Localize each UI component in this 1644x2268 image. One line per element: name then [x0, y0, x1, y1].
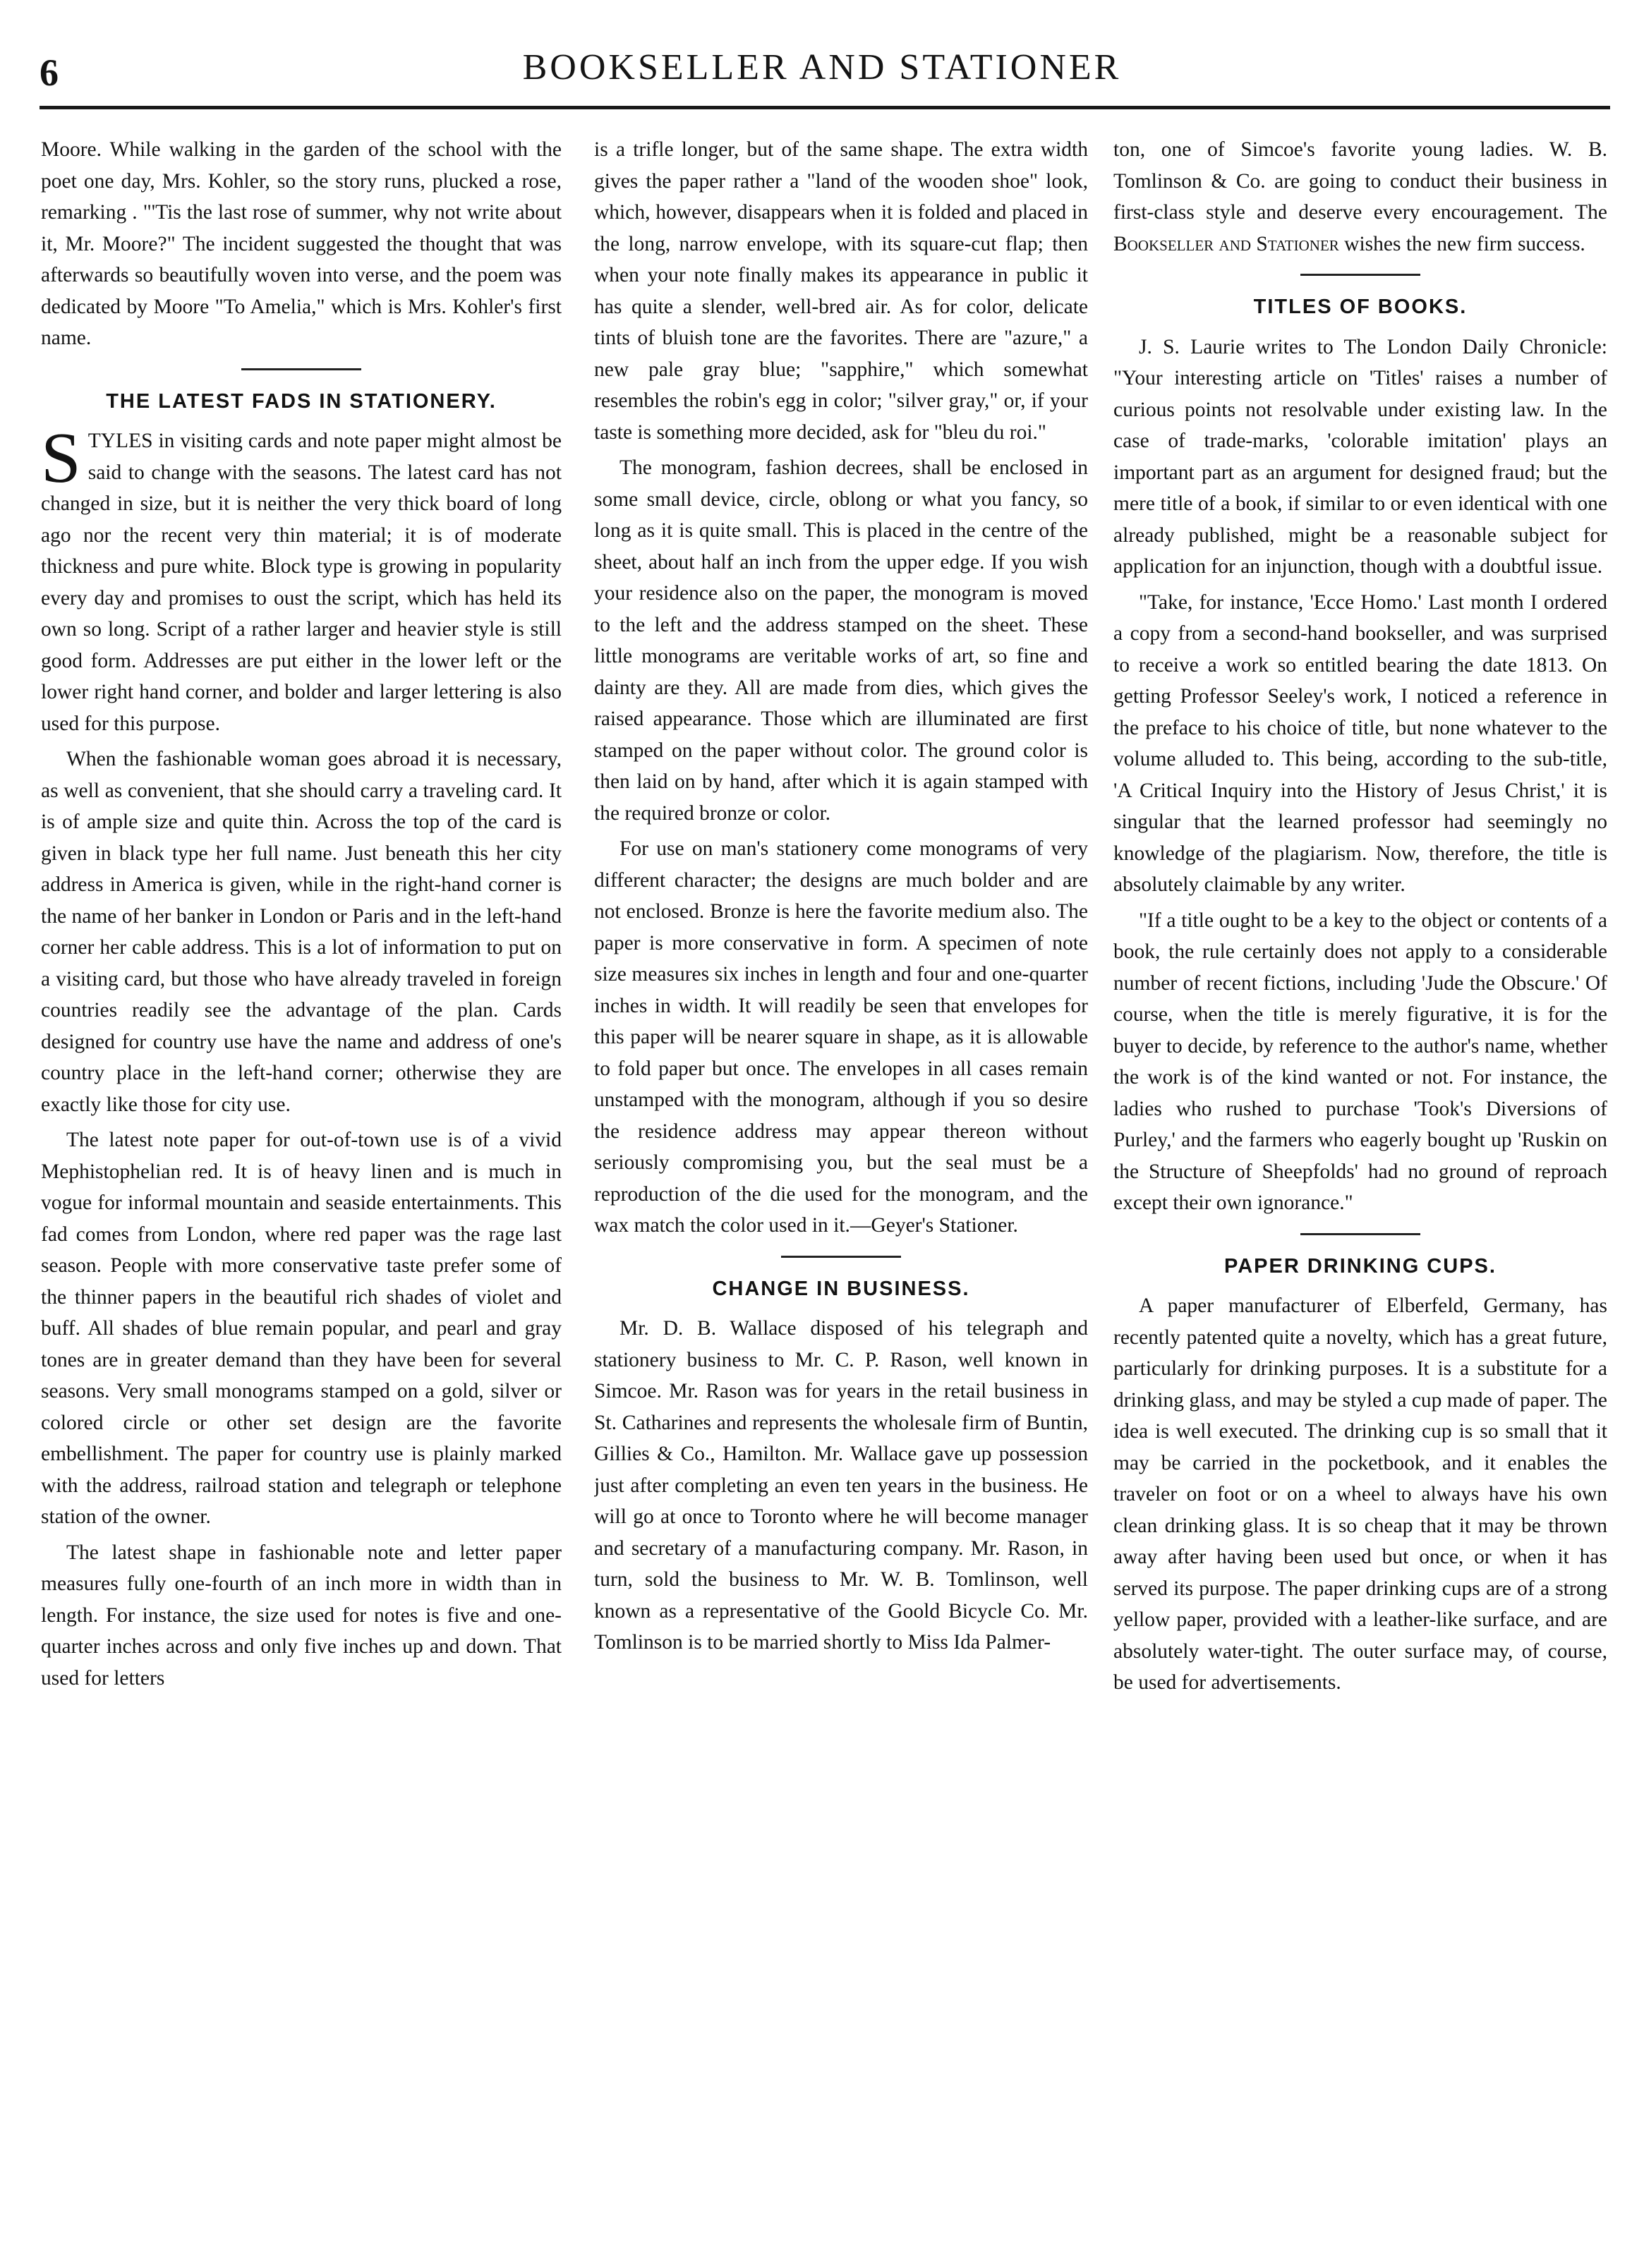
fads-paragraph-3: The latest note paper for out-of-town use is of a vivid Mephistophelian red. It is of heavy linen and is much in vogue for informal mountain and seaside entertainments. This fad comes from London, where red paper was the rage last season. People with more conservative taste prefer some of the thinner papers in the beautiful rich shades of violet and buff. All shades of blue remain popular, and pearl and gray tones are in greater demand than they have been for several seasons. Very small monograms stamped on a gold, silver or colored circle or other set design are the favorite embellishment. The paper for country use is plainly marked with the address, railroad station and telegraph or telephone station of the owner.: [41, 1129, 562, 1528]
drop-cap: S: [41, 418, 81, 498]
fads-paragraph-6: The monogram, fashion decrees, shall be enclosed in some small device, circle, oblong or what you fancy, so long as it is quite small. This is placed in the centre of the sheet, about half an inch from the upper edge. If you wish your residence also on the paper, the monogram is moved to the left and the address stamped on the sheet. These little monograms are veritable works of art, so fine and dainty are they. All are made from dies, which gives the raised appearance. Those which are illuminated are first stamped on the paper without color. The ground color is then laid on by hand, after which it is again stamped with the required bronze or color.: [594, 456, 1088, 825]
fads-paragraph-1-text: in visiting cards and note paper might almost be said to change with the seasons. The latest card has not changed in size, but it is neither the very thick board of long ago nor the recent very thin material; it is of moderate thickness and pure white. Block type is growing in popularity every day and promises to oust the script, which has held its own so long. Script of a rather larger and heavier style is still good form. Addresses are put either in the lower left or the lower right hand corner, and bolder and larger lettering is also used for this purpose.: [41, 430, 562, 735]
header-rule: [40, 106, 1610, 109]
heading-paper-drinking-cups: PAPER DRINKING CUPS.: [1224, 1254, 1497, 1278]
section-divider: [241, 368, 361, 370]
fads-paragraph-7: For use on man's stationery come monograms of very different character; the designs are much bolder and are not enclosed. Bronze is here the favorite medium also. The paper is more conservative in form. A specimen of note size measures six inches in length and four and one-quarter inches in width. It will readily be seen that envelopes for this paper will be nearer square in shape, as it is allowable to fold paper but once. The envelopes in all cases remain unstamped with the monogram, although if you so desire the residence address may appear thereon without seriously compromising you, but the seal must be a reproduction of the die used for the monogram, and the wax match the color used in it.—Geyer's Stationer.: [594, 837, 1088, 1237]
column-3: [1113, 134, 1607, 2243]
page-number: 6: [40, 51, 59, 94]
section-divider: [1300, 1233, 1420, 1235]
heading-titles-of-books: TITLES OF BOOKS.: [1253, 296, 1468, 318]
business-text-a: ton, one of Simcoe's favorite young ladies. W. B. Tomlinson & Co. are going to conduct their business in first-class style and deserve every encouragement. The: [1113, 138, 1607, 224]
publication-name: Bookseller and Stationer: [1113, 232, 1339, 255]
business-paragraph-1: Mr. D. B. Wallace disposed of his telegraph and stationery business to Mr. C. P. Rason, well known in Simcoe. Mr. Rason was for years in the retail business in St. Catharines and represents the wholesale firm of Buntin, Gillies & Co., Hamilton. Mr. Wallace gave up possession just after completing an even ten years in the business. He will go at once to Toronto where he will become manager and secretary of a manufacturing company. Mr. Rason, in turn, sold the business to Mr. W. B. Tomlinson, well known as a representative of the Goold Bicycle Co. Mr. Tomlinson is to be married shortly to Miss Ida Palmer-: [594, 1317, 1088, 1654]
fads-paragraph-4: The latest shape in fashionable note and letter paper measures fully one-fourth of an inch more in width than in length. For instance, the size used for notes is five and one-quarter inches across and only five inches up and down. That used for letters: [41, 1541, 562, 1690]
titles-paragraph-1: J. S. Laurie writes to The London Daily Chronicle: "Your interesting article on 'Titles' raises a number of curious points not resolvable under existing law. In the case of trade-marks, 'colorable imitation' plays an important part as an argument for designed fraud; but the mere title of a book, if similar to or even identical with one already published, might be a reasonable subject for application for an injunction, though with a doubtful issue.: [1113, 335, 1607, 578]
fads-paragraph-2: When the fashionable woman goes abroad it is necessary, as well as convenient, that she should carry a traveling card. It is of ample size and quite thin. Across the top of the card is given in black type her full name. Just beneath this her city address in America is given, while in the right-hand corner is the name of her banker in London or Paris and in the left-hand corner her cable address. This is a lot of information to put on a visiting card, but those who have already traveled in foreign countries readily see the advantage of the plan. Cards designed for country use have the name and address of one's country place in the left-hand corner; otherwise they are exactly like those for city use.: [41, 748, 562, 1116]
running-title: BOOKSELLER AND STATIONER: [522, 47, 1122, 87]
business-paragraph-2: [1113, 134, 1607, 260]
kohler-paragraph: Moore. While walking in the garden of the school with the poet one day, Mrs. Kohler, so the story runs, plucked a rose, remarking . "'Tis the last rose of summer, why not write about it, Mr. Moore?" The incident suggested the thought that was afterwards so beautifully woven into verse, and the poem was dedicated by Moore "To Amelia," which is Mrs. Kohler's first name.: [41, 138, 562, 349]
section-divider: [1300, 274, 1420, 276]
fads-paragraph-1: [41, 418, 562, 739]
column-1: [41, 134, 562, 2243]
heading-change-in-business: CHANGE IN BUSINESS.: [712, 1277, 970, 1300]
section-divider: [781, 1256, 901, 1258]
business-text-b: wishes the new firm success.: [1338, 232, 1585, 255]
titles-paragraph-2: "Take, for instance, 'Ecce Homo.' Last month I ordered a copy from a second-hand bookseller, and was surprised to receive a work so entitled bearing the date 1813. On getting Professor Seeley's work, I noticed a reference in the preface to his choice of title, but none whatever to the volume alluded to. This being, according to the sub-title, 'A Critical Inquiry into the History of Jesus Christ,' it is singular that the learned professor had seemingly no knowledge of the plagiarism. Now, therefore, the title is absolutely claimable by any writer.: [1113, 590, 1607, 896]
column-2: [594, 134, 1088, 2243]
titles-paragraph-3: "If a title ought to be a key to the object or contents of a book, the rule certainly does not apply to a considerable number of recent fictions, including 'Jude the Obscure.' Of course, when the title is merely figurative, it is for the buyer to decide, by reference to the author's name, whether the work is of the kind wanted or not. For instance, the ladies who rushed to purchase 'Took's Diversions of Purley,' and the farmers who eagerly bought up 'Ruskin on the Structure of Sheepfolds' had no ground of reproach except their own ignorance.": [1113, 909, 1607, 1214]
lead-word: TYLES: [87, 430, 153, 452]
cups-paragraph: A paper manufacturer of Elberfeld, Germany, has recently patented quite a novelty, which has a great future, particularly for drinking purposes. It is a substitute for a drinking glass, and may be styled a cup made of paper. The idea is well executed. The drinking cup is so small that it may be carried in the pocketbook, and it enables the traveler on foot or on a wheel to always have his own clean drinking glass. It is so cheap that it may be thrown away after having been used but once, or when it has served its purpose. The paper drinking cups are of a strong yellow paper, provided with a leather-like surface, and are absolutely water-tight. The outer surface may, of course, be used for advertisements.: [1113, 1294, 1607, 1694]
fads-paragraph-5: is a trifle longer, but of the same shape. The extra width gives the paper rather a "land of the wooden shoe" look, which, however, disappears when it is folded and placed in the long, narrow envelope, with its square-cut flap; then when your note finally makes its appearance in public it has quite a slender, well-bred air. As for color, delicate tints of bluish tone are the favorites. There are "azure," a new pale gray blue; "sapphire," which somewhat resembles the robin's egg in color; "silver gray," or, if your taste is something more decided, ask for "bleu du roi.": [594, 138, 1088, 444]
heading-latest-fads: THE LATEST FADS IN STATIONERY.: [106, 389, 497, 413]
